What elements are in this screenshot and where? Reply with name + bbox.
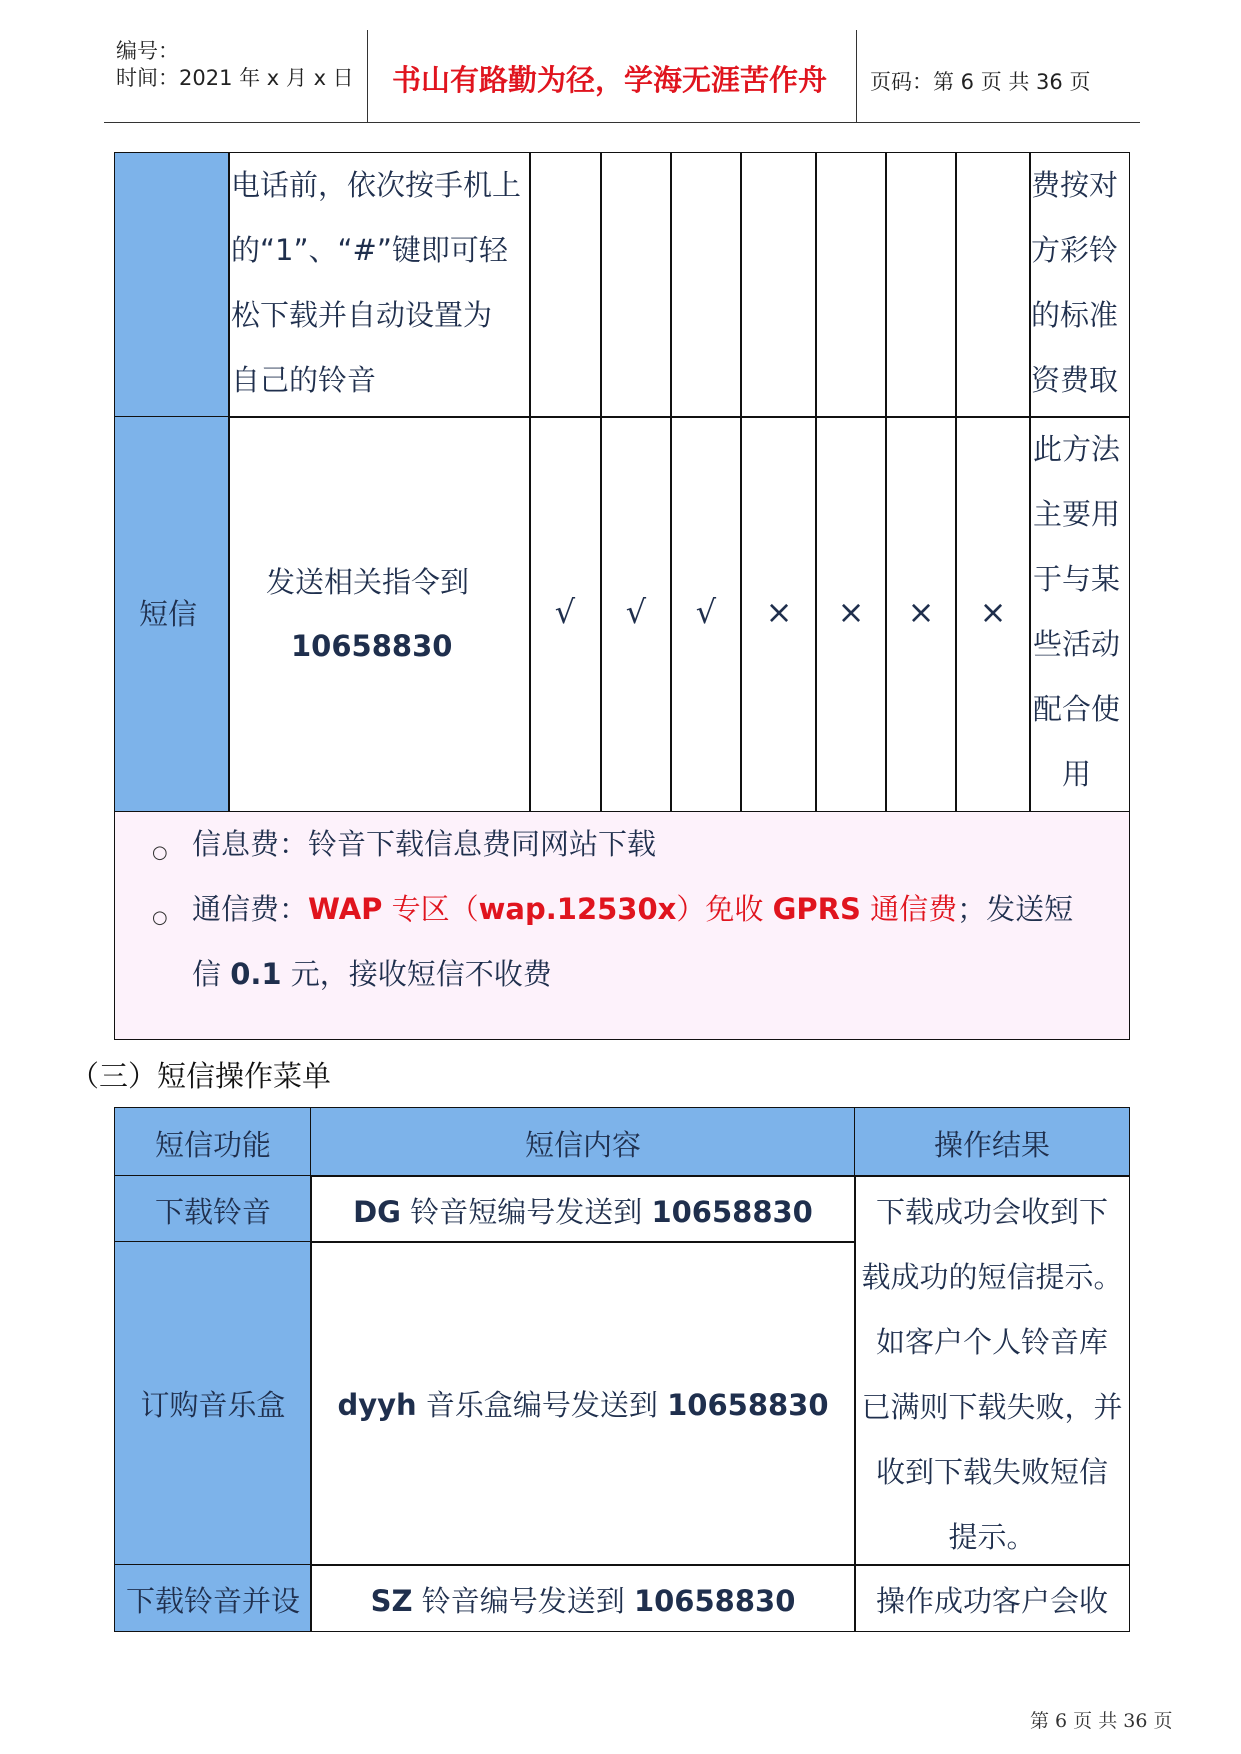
bullet-icon: ○ <box>152 842 168 863</box>
header-result <box>854 1107 1130 1177</box>
row-musicbox-function-label: 订购音乐盒 <box>140 1388 286 1422</box>
check-mark: √ <box>695 593 717 631</box>
cell-row1-col6 <box>885 152 957 418</box>
header-result-label: 操作结果 <box>933 1128 1050 1162</box>
row-musicbox-function <box>114 1241 312 1566</box>
cell-row1-col4 <box>740 152 817 418</box>
row-setring-function-label: 下载铃音并设 <box>125 1584 300 1618</box>
comm-fee-wap: WAP <box>308 892 383 926</box>
check-mark: √ <box>625 593 647 631</box>
cell-sms-note <box>1029 416 1130 813</box>
row-setring-result-text: 操作成功客户会收 <box>875 1584 1108 1618</box>
cell-sms-col5 <box>815 416 887 813</box>
row-download-content <box>310 1175 856 1243</box>
cmd-dyyh-number: 10658830 <box>667 1388 829 1422</box>
row-setring-content <box>310 1564 856 1632</box>
sms-method-number: 10658830 <box>291 629 453 663</box>
result-line-6: 提示。 <box>948 1520 1036 1554</box>
cross-mark: × <box>765 593 793 631</box>
result-line-5: 收到下载失败短信 <box>875 1455 1108 1489</box>
cmd-sz-number: 10658830 <box>633 1584 796 1618</box>
header-content <box>310 1107 856 1177</box>
header-divider-right <box>856 30 857 122</box>
row1-method-line-2: 的“1”、“#”键即可轻 <box>231 233 508 267</box>
sms-label: 短信 <box>139 597 198 631</box>
result-line-2: 载成功的短信提示。 <box>861 1260 1123 1294</box>
row-musicbox-content-text <box>311 1383 855 1424</box>
comm-fee-type: 通信费 <box>860 892 958 926</box>
cell-row1-col1 <box>529 152 602 418</box>
header-function <box>114 1107 312 1177</box>
row1-note-line-3: 的标准 <box>1031 298 1119 332</box>
comm-fee-line2-c: 元，接收短信不收费 <box>281 957 552 991</box>
cell-sms-col1 <box>529 416 602 813</box>
cmd-dyyh: dyyh <box>337 1388 417 1422</box>
header-divider-left <box>367 30 368 122</box>
comm-fee-amount: 0.1 <box>230 957 282 991</box>
header-content-label: 短信内容 <box>524 1128 641 1162</box>
row1-note-line-4: 资费取 <box>1031 363 1119 397</box>
row-download-function-label: 下载铃音 <box>154 1195 271 1229</box>
comm-fee-zone: 专区（ <box>382 892 479 926</box>
comm-fee-url: wap.12530x <box>478 892 677 926</box>
cell-row1-col3 <box>670 152 742 418</box>
cell-sms-label <box>114 416 230 813</box>
document-number-label: 编号： <box>116 39 179 63</box>
row-musicbox-content <box>310 1241 856 1566</box>
section-title: （三）短信操作菜单 <box>70 1059 332 1093</box>
cmd-sz: SZ <box>370 1584 413 1618</box>
cell-sms-col3 <box>670 416 742 813</box>
page-footer: 第 6 页 共 36 页 <box>1030 1710 1173 1732</box>
row1-method-line-3: 松下载并自动设置为 <box>231 298 493 332</box>
result-merged <box>854 1175 1130 1566</box>
cell-row1-col7 <box>955 152 1031 418</box>
comm-fee-rest: ；发送短 <box>957 892 1074 926</box>
cell-sms-col6 <box>885 416 957 813</box>
row1-note-line-2: 方彩铃 <box>1031 233 1119 267</box>
header-bottom-rule <box>104 122 1140 123</box>
cmd-dyyh-desc: 音乐盒编号发送到 <box>416 1388 668 1422</box>
row-setring-result <box>854 1564 1130 1632</box>
cell-fees <box>114 811 1130 1040</box>
cell-sms-col4 <box>740 416 817 813</box>
cmd-sz-desc: 铃音编号发送到 <box>412 1584 634 1618</box>
cell-row1-label <box>114 152 230 418</box>
row-download-function <box>114 1175 312 1243</box>
info-fee-text: 信息费：铃音下载信息费同网站下载 <box>192 827 657 861</box>
cross-mark: × <box>907 593 935 631</box>
sms-note-line-5: 配合使 <box>1033 692 1121 726</box>
comm-fee-free: ）免收 <box>676 892 773 926</box>
row1-note-line-1: 费按对 <box>1031 168 1119 202</box>
sms-method-line-1: 发送相关指令到 <box>266 565 470 599</box>
cross-mark: × <box>979 593 1007 631</box>
document-time: 时间：2021 年 x 月 x 日 <box>116 66 354 90</box>
comm-fee-gprs: GPRS <box>772 892 861 926</box>
check-mark: √ <box>554 593 576 631</box>
result-line-3: 如客户个人铃音库 <box>875 1325 1108 1359</box>
row-setring-content-text <box>311 1579 855 1620</box>
sms-note-line-3: 于与某 <box>1033 562 1121 596</box>
cmd-dg: DG <box>353 1195 401 1229</box>
sms-note-line-6: 用 <box>1062 757 1092 791</box>
cell-row1-col5 <box>815 152 887 418</box>
sms-note-line-4: 些活动 <box>1033 627 1121 661</box>
row-setring-function <box>114 1564 312 1632</box>
bullet-icon: ○ <box>152 907 168 928</box>
sms-note-line-2: 主要用 <box>1033 497 1121 531</box>
cell-row1-col2 <box>600 152 672 418</box>
header-function-label: 短信功能 <box>154 1128 271 1162</box>
comm-fee-line2-a: 信 <box>192 957 231 991</box>
cell-sms-col2 <box>600 416 672 813</box>
cmd-dg-number: 10658830 <box>651 1195 813 1229</box>
row-download-content-text <box>311 1190 855 1231</box>
header-motto: 书山有路勤为径，学海无涯苦作舟 <box>392 63 828 97</box>
cell-row1-note <box>1029 152 1130 418</box>
comm-fee-line-2 <box>192 942 552 1007</box>
cell-sms-method <box>228 416 531 813</box>
row1-method-line-4: 自己的铃音 <box>231 363 377 397</box>
result-line-1: 下载成功会收到下 <box>875 1195 1108 1229</box>
sms-note-line-1: 此方法 <box>1033 432 1121 466</box>
comm-fee-line-1 <box>192 877 1073 942</box>
header-page-info: 页码：第 6 页 共 36 页 <box>870 70 1091 94</box>
result-line-4: 已满则下载失败，并 <box>861 1390 1123 1424</box>
comm-fee-label: 通信费： <box>192 892 309 926</box>
cell-row1-method <box>228 152 531 418</box>
cross-mark: × <box>837 593 865 631</box>
row1-method-line-1: 电话前，依次按手机上 <box>231 168 522 202</box>
cell-sms-col7 <box>955 416 1031 813</box>
cmd-dg-desc: 铃音短编号发送到 <box>401 1195 652 1229</box>
